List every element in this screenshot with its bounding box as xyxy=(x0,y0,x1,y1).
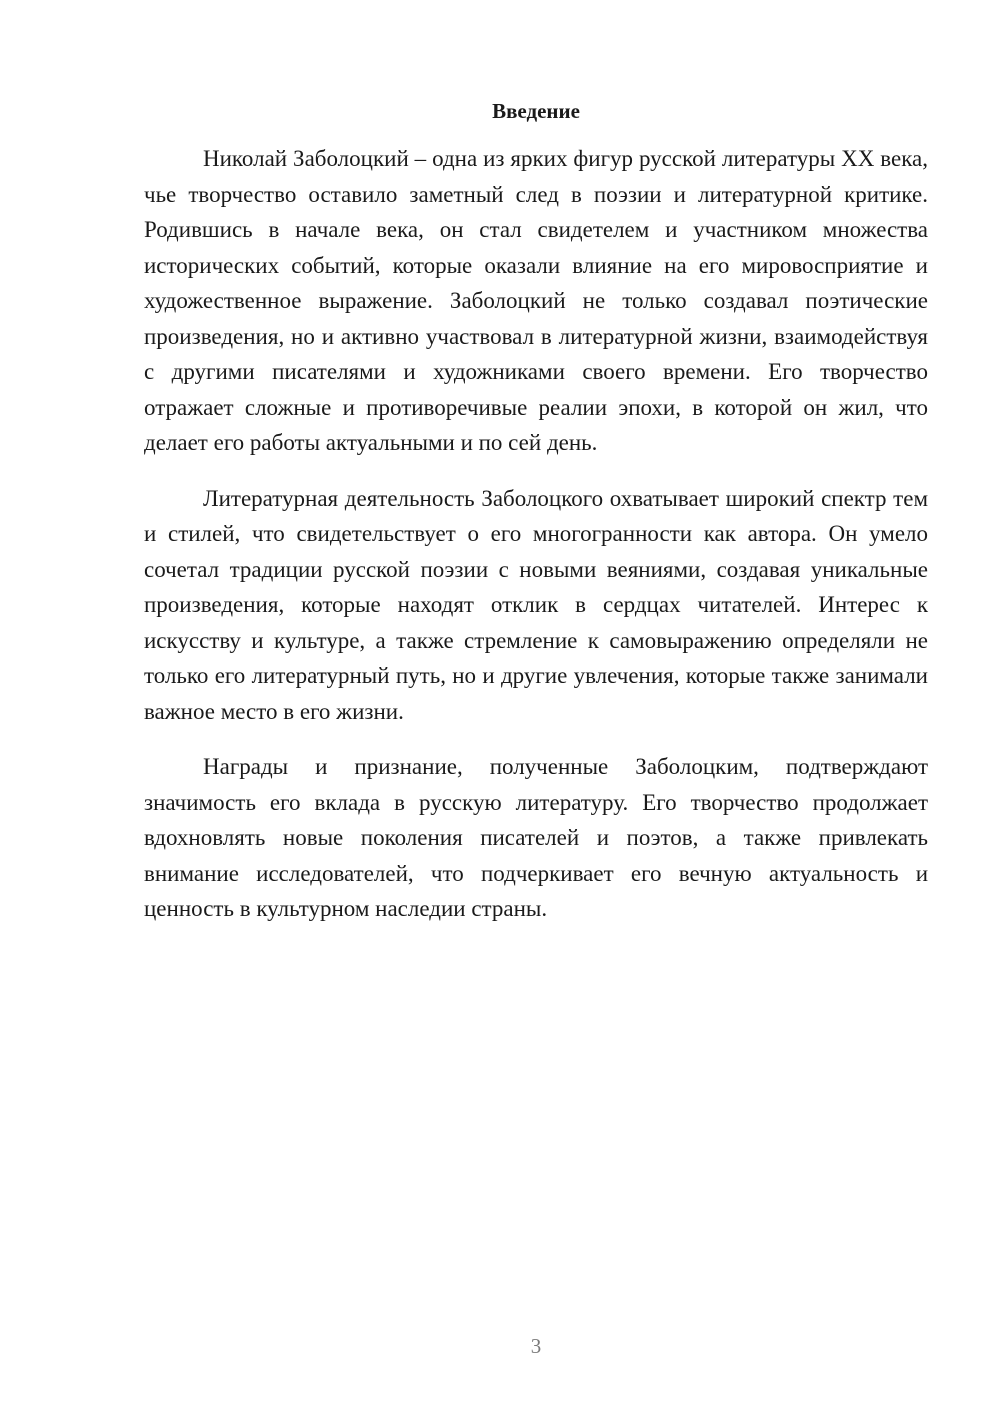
body-text xyxy=(144,141,928,947)
paragraph-3: Награды и признание, полученные Заболоцким, подтверждают значимость его вклада в русскую литературу. Его творчество продолжает вдохновлять новые поколения писателей и поэтов, а также привлекать внимание исследователей, что подчеркивает его вечную актуальность и ценность в культурном наследии страны. xyxy=(144,754,928,921)
section-heading: Введение xyxy=(492,99,580,123)
paragraph-2: Литературная деятельность Заболоцкого охватывает широкий спектр тем и стилей, что свидетельствует о его многогранности как автора. Он умело сочетал традиции русской поэзии с новыми веяниями, создавая уникальные произведения, которые находят отклик в сердцах читателей. Интерес к искусству и культуре, а также стремление к самовыражению определяли не только его литературный путь, но и другие увлечения, которые также занимали важное место в его жизни. xyxy=(144,485,928,724)
paragraph-1: Николай Заболоцкий – одна из ярких фигур русской литературы XX века, чье творчество оставило заметный след в поэзии и литературной критике. Родившись в начале века, он стал свидетелем и участником множества исторических событий, которые оказали влияние на его мировосприятие и художественное выражение. Заболоцкий не только создавал поэтические произведения, но и активно участвовал в литературной жизни, взаимодействуя с другими писателями и художниками своего времени. Его творчество отражает сложные и противоречивые реалии эпохи, в которой он жил, что делает его работы актуальными и по сей день. xyxy=(144,146,928,455)
page-number: 3 xyxy=(530,1334,542,1358)
